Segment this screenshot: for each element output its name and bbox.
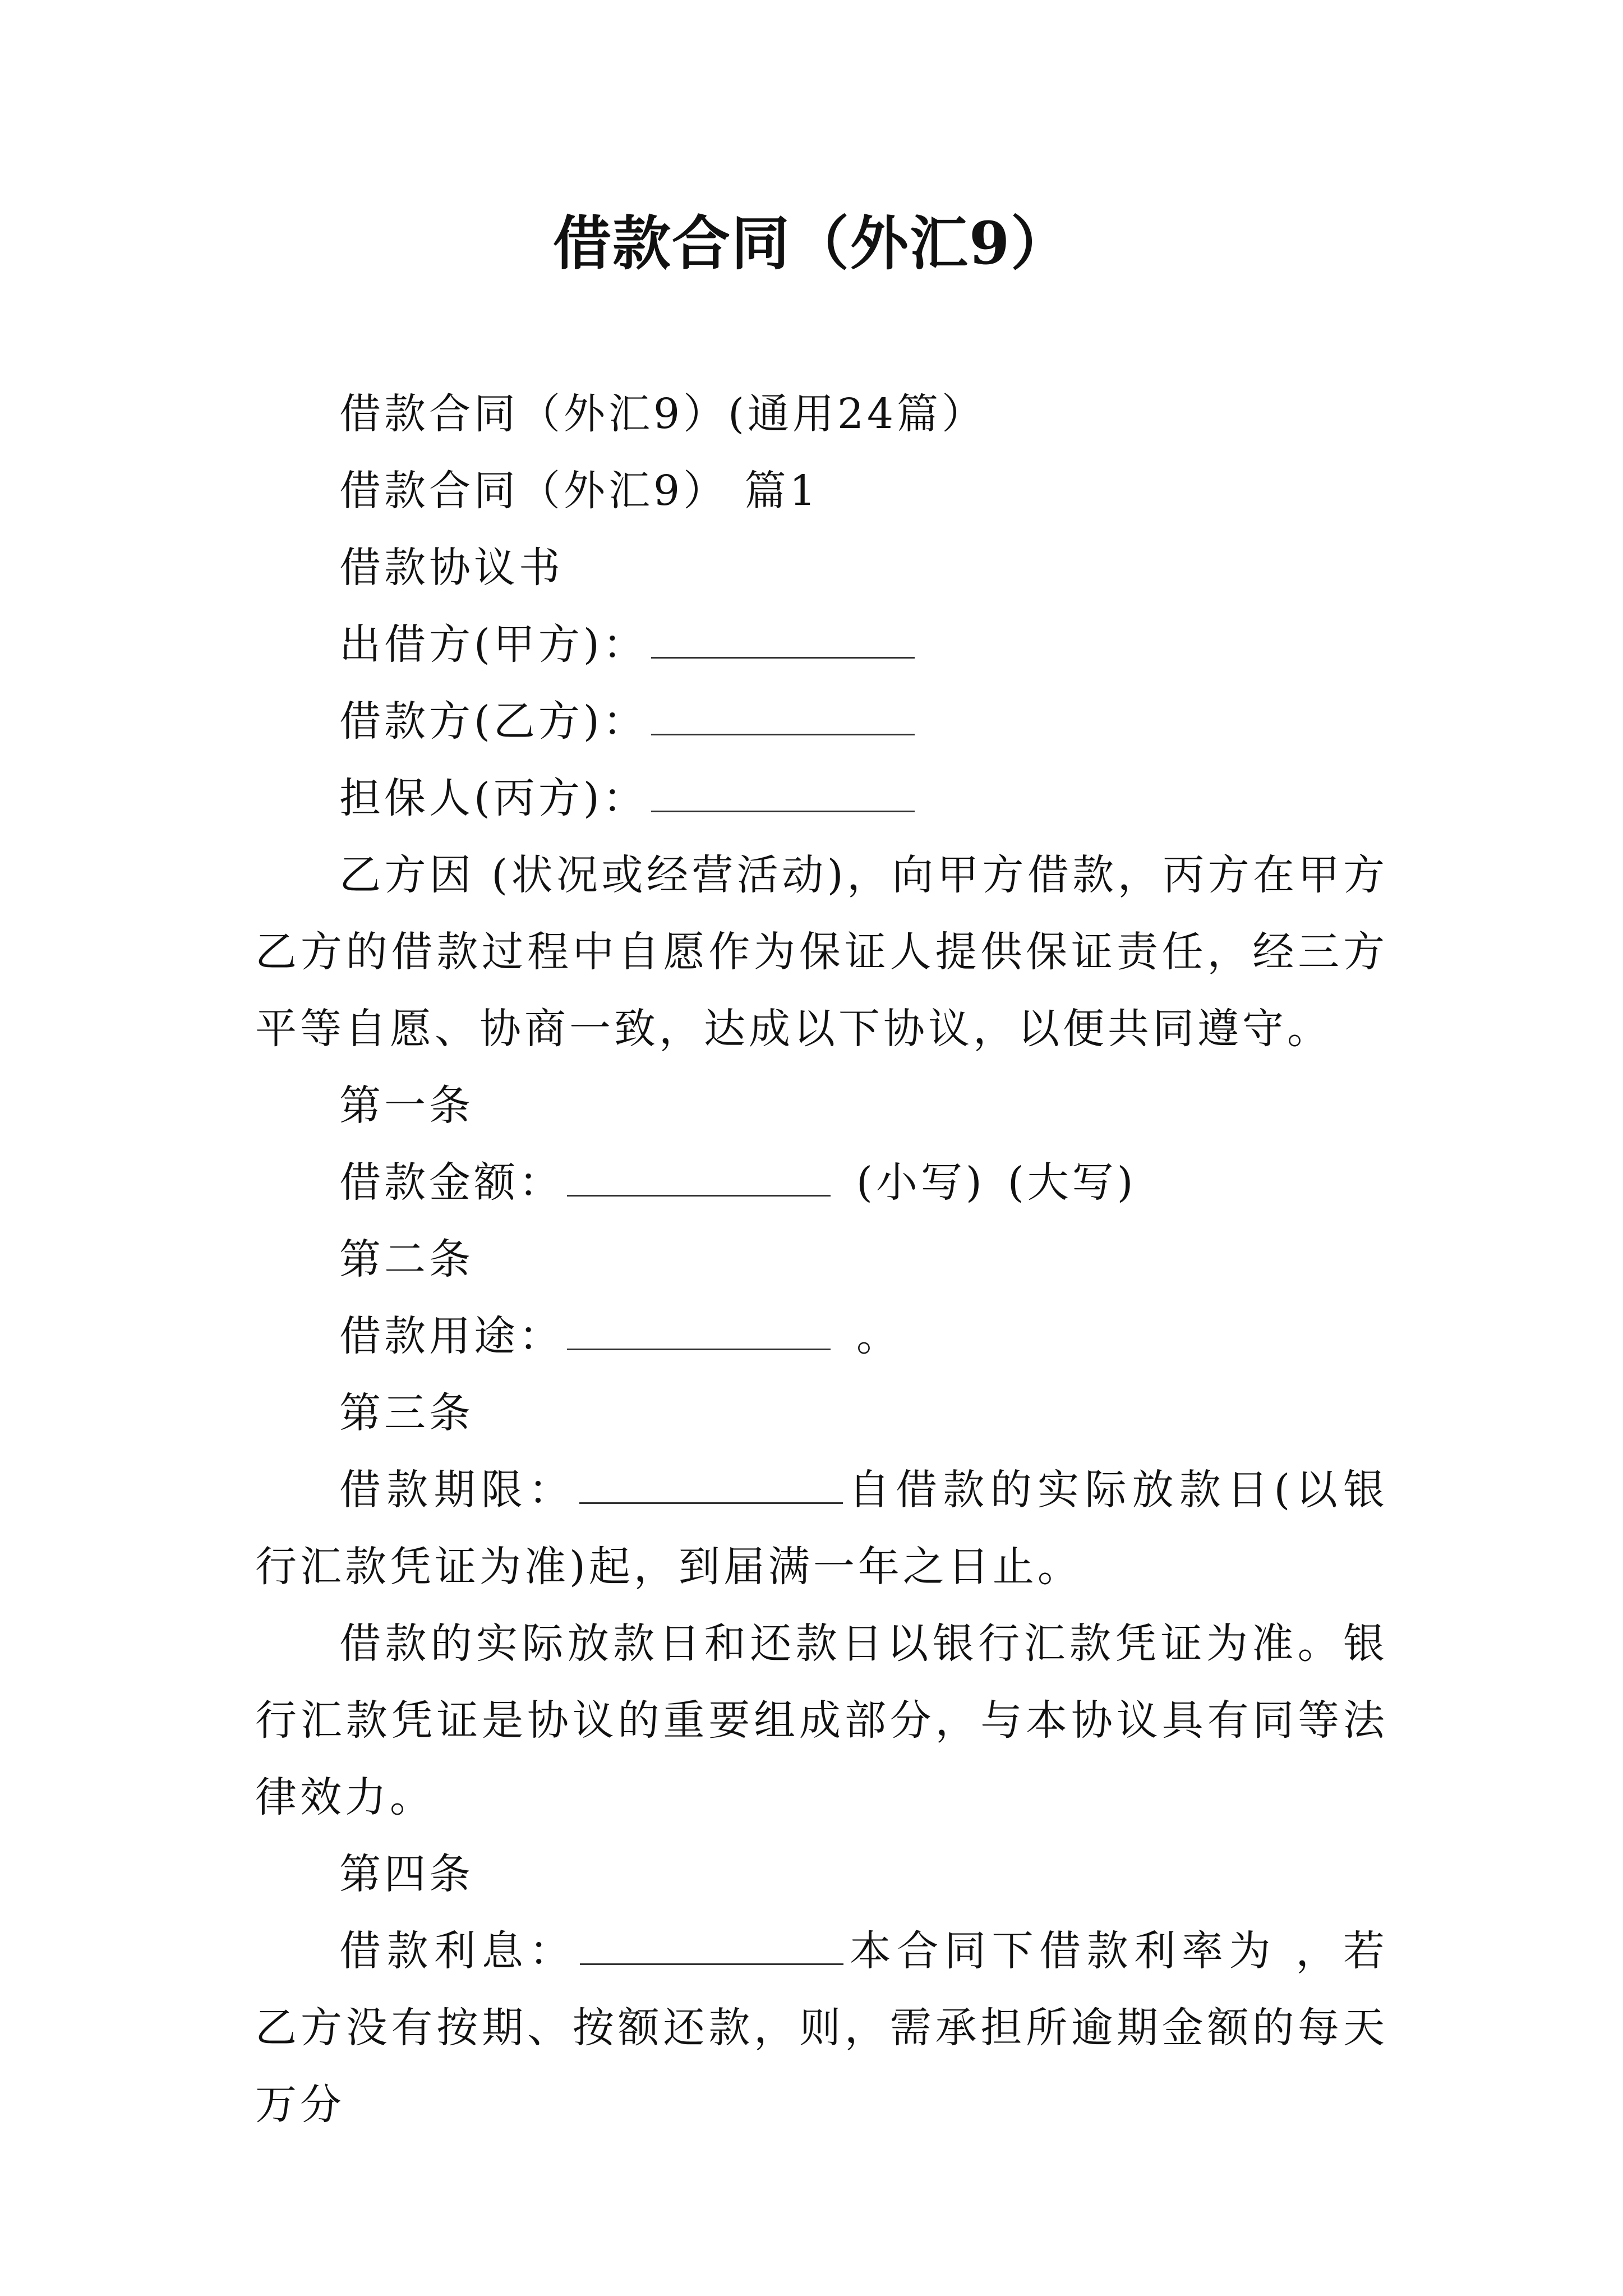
term-note-paragraph: 借款的实际放款日和还款日以银行汇款凭证为准。银行汇款凭证是协议的重要组成部分，与本协议具有同等法律效力。 <box>255 1619 1388 1821</box>
borrower-line <box>255 683 1388 760</box>
purpose-label: 借款用途： <box>339 1312 564 1360</box>
doc-section-line: 借款合同（外汇9） 篇1 <box>339 467 819 515</box>
amount-line <box>255 1144 1388 1221</box>
amount-small-label: (小写) <box>856 1158 985 1207</box>
article-2-heading: 第二条 <box>339 1235 474 1283</box>
term-label: 借款期限： <box>339 1466 576 1514</box>
doc-heading-line: 借款合同（外汇9）(通用24篇） <box>339 390 987 438</box>
interest-text: 本合同下借款利率为 ，若乙方没有按期、按额还款，则，需承担所逾期金额的每天万分 <box>255 1927 1389 2129</box>
intro-paragraph: 乙方因 (状况或经营活动)，向甲方借款，丙方在甲方乙方的借款过程中自愿作为保证人提供保证责任，经三方平等自愿、协商一致，达成以下协议，以便共同遵守。 <box>255 851 1388 1053</box>
article-1-heading: 第一条 <box>339 1082 474 1130</box>
agreement-title: 借款协议书 <box>339 544 564 592</box>
term-text: 自借款的实际放款日(以银行汇款凭证为准)起，到届满一年之日止。 <box>255 1466 1389 1591</box>
interest-line <box>255 1913 1388 2143</box>
borrower-label: 借款方(乙方)： <box>339 697 648 746</box>
article-3-heading: 第三条 <box>339 1389 474 1437</box>
article-4-heading: 第四条 <box>339 1850 474 1898</box>
guarantor-blank <box>651 810 915 812</box>
interest-blank <box>580 1963 843 1965</box>
purpose-blank <box>567 1348 831 1350</box>
lender-blank <box>651 656 915 659</box>
borrower-blank <box>651 733 915 735</box>
amount-blank <box>567 1194 831 1197</box>
document-title: 借款合同（外汇9） <box>552 209 1071 278</box>
amount-label: 借款金额： <box>339 1158 564 1207</box>
term-line <box>255 1452 1388 1605</box>
lender-line <box>255 606 1388 683</box>
purpose-line <box>255 1298 1388 1375</box>
amount-big-label: (大写) <box>1007 1158 1137 1207</box>
term-blank <box>579 1502 843 1504</box>
document-body <box>255 376 1388 2143</box>
guarantor-label: 担保人(丙方)： <box>339 774 648 822</box>
purpose-end: 。 <box>856 1312 901 1360</box>
guarantor-line <box>255 760 1388 837</box>
interest-label: 借款利息： <box>339 1927 577 1975</box>
lender-label: 出借方(甲方)： <box>339 620 648 669</box>
